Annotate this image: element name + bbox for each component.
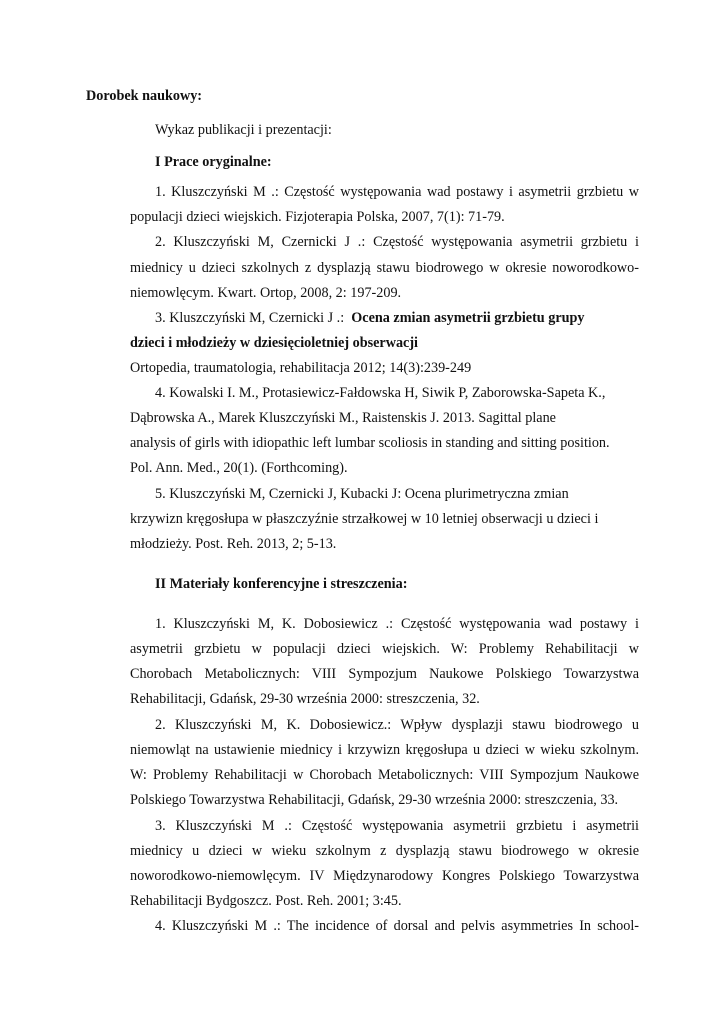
s1-item5-line3: młodzieży. Post. Reh. 2013, 2; 5-13. — [130, 536, 337, 552]
s1-item5-line1: 5. Kluszczyński M, Czernicki J, Kubacki J: Ocena plurimetryczna zmian — [155, 486, 569, 502]
s1-item3-title-part2: dzieci i młodzieży w dziesięcioletniej obserwacji — [130, 335, 418, 351]
s1-item3-source: Ortopedia, traumatologia, rehabilitacja 2012; 14(3):239-249 — [130, 360, 472, 376]
s2-item4-line1: 4. Kluszczyński M .: The incidence of dorsal and pelvis asymmetries In school- — [155, 918, 639, 934]
s2-item3-line3: noworodkowo-niemowlęcym. IV Międzynarodowy Kongres Polskiego Towarzystwa — [130, 868, 639, 884]
s2-item1-line4: Rehabilitacji, Gdańsk, 29-30 września 2000: streszczenia, 32. — [130, 691, 480, 707]
publication-list-title: Wykaz publikacji i prezentacji: — [155, 122, 332, 138]
s1-item1-line2: populacji dzieci wiejskich. Fizjoterapia Polska, 2007, 7(1): 71-79. — [130, 209, 505, 225]
section-2-title: II Materiały konferencyjne i streszczenia: — [155, 576, 408, 592]
s1-item4-line3: analysis of girls with idiopathic left lumbar scoliosis in standing and sitting position. — [130, 435, 610, 451]
s1-item5-line2: krzywizn kręgosłupa w płaszczyźnie strzałkowej w 10 letniej obserwacji u dzieci i — [130, 511, 599, 527]
s2-item3-line4: Rehabilitacji Bydgoszcz. Post. Reh. 2001; 3:45. — [130, 893, 402, 909]
s1-item3-authors: 3. Kluszczyński M, Czernicki J .: — [155, 310, 345, 326]
s1-item3-line1 — [155, 309, 585, 327]
s1-item4-line2: Dąbrowska A., Marek Kluszczyński M., Raistenskis J. 2013. Sagittal plane — [130, 410, 556, 426]
s2-item2-line3: W: Problemy Rehabilitacji w Chorobach Metabolicznych: VIII Sympozjum Naukowe — [130, 767, 639, 783]
s2-item1-line3: Chorobach Metabolicznych: VIII Sympozjum Naukowe Polskiego Towarzystwa — [130, 666, 639, 682]
page-heading: Dorobek naukowy: — [86, 88, 203, 104]
s2-item1-line1: 1. Kluszczyński M, K. Dobosiewicz .: Częstość występowania wad postawy i — [155, 616, 639, 632]
s1-item3-title-part1: Ocena zmian asymetrii grzbietu grupy — [351, 310, 585, 326]
s1-item4-line4: Pol. Ann. Med., 20(1). (Forthcoming). — [130, 460, 348, 476]
s1-item4-line1: 4. Kowalski I. M., Protasiewicz-Fałdowska H, Siwik P, Zaborowska-Sapeta K., — [155, 385, 606, 401]
s2-item2-line4: Polskiego Towarzystwa Rehabilitacji, Gdańsk, 29-30 września 2000: streszczenia, 33. — [130, 792, 619, 808]
s1-item2-line2: miednicy u dzieci szkolnych z dysplazją stawu biodrowego w okresie noworodkowo- — [130, 260, 639, 276]
s2-item2-line1: 2. Kluszczyński M, K. Dobosiewicz.: Wpływ dysplazji stawu biodrowego u — [155, 717, 639, 733]
s2-item2-line2: niemowląt na ustawienie miednicy i krzywizn kręgosłupa u dzieci w wieku szkolnym. — [130, 742, 639, 758]
s1-item2-line3: niemowlęcym. Kwart. Ortop, 2008, 2: 197-209. — [130, 285, 402, 301]
s1-item2-line1: 2. Kluszczyński M, Czernicki J .: Częstość występowania asymetrii grzbietu i — [155, 234, 639, 250]
s1-item1-line1: 1. Kluszczyński M .: Częstość występowania wad postawy i asymetrii grzbietu w — [155, 184, 639, 200]
s2-item3-line1: 3. Kluszczyński M .: Częstość występowania asymetrii grzbietu i asymetrii — [155, 818, 639, 834]
s2-item3-line2: miednicy u dzieci w wieku szkolnym z dysplazją stawu biodrowego w okresie — [130, 843, 639, 859]
section-1-title: I Prace oryginalne: — [155, 154, 272, 170]
s2-item1-line2: asymetrii grzbietu w populacji dzieci wiejskich. W: Problemy Rehabilitacji w — [130, 641, 639, 657]
